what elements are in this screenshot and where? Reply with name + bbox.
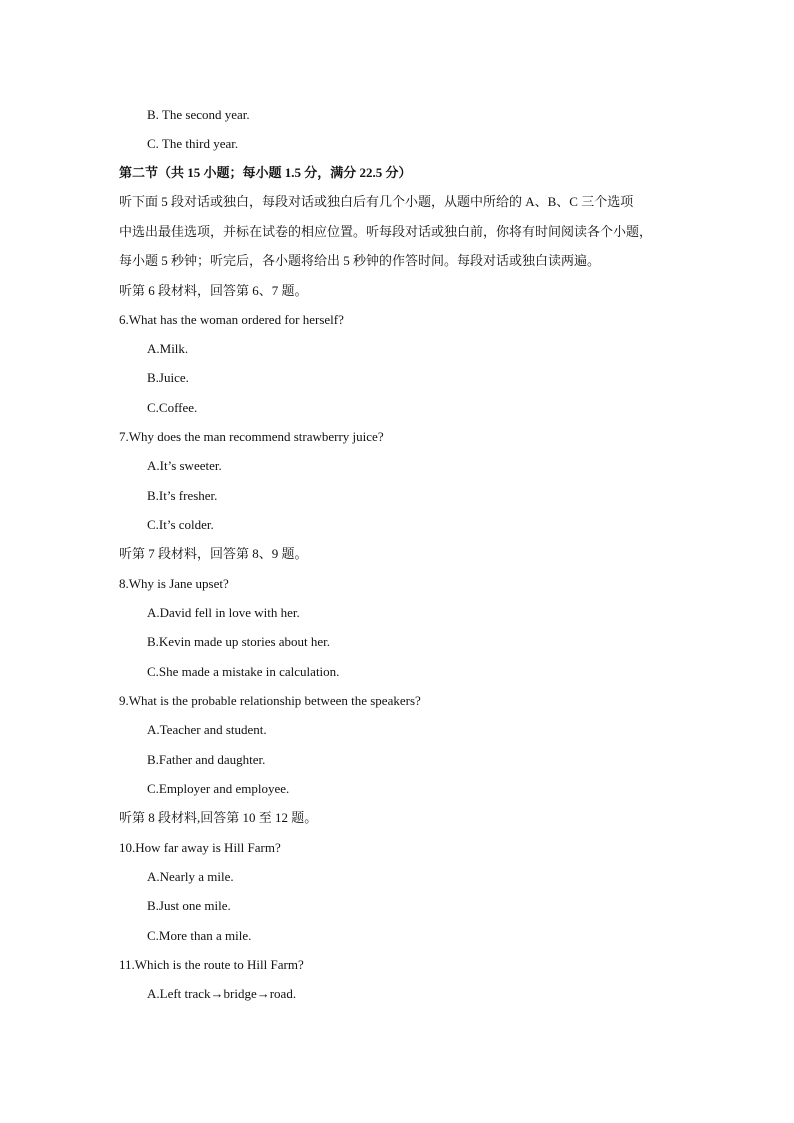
option-a-q10: A.Nearly a mile.	[147, 869, 234, 884]
option-c-q7: C.It’s colder.	[147, 517, 214, 532]
option-a-q9: A.Teacher and student.	[147, 722, 267, 737]
question-10: 10.How far away is Hill Farm?	[119, 840, 281, 855]
option-a-q6: A.Milk.	[147, 341, 189, 356]
question-7: 7.Why does the man recommend strawberry juice?	[119, 429, 384, 444]
option-a-q7: A.It’s sweeter.	[147, 458, 222, 473]
option-a-q11: A.Left track→bridge→road.	[147, 986, 297, 1001]
option-c-q5: C. The third year.	[147, 136, 239, 151]
option-c-q8: C.She made a mistake in calculation.	[147, 664, 340, 679]
option-b-q8: B.Kevin made up stories about her.	[147, 634, 331, 649]
instructions-line-3: 每小题 5 秒钟；听完后，各小题将给出 5 秒钟的作答时间。每段对话或独白读两遍。	[119, 253, 601, 268]
option-c-q6: C.Coffee.	[147, 400, 198, 415]
material-8-heading: 听第 8 段材料,回答第 10 至 12 题。	[119, 810, 318, 825]
question-8: 8.Why is Jane upset?	[119, 576, 229, 591]
section-heading: 第二节（共 15 小题；每小题 1.5 分，满分 22.5 分）	[119, 165, 412, 180]
material-6-heading: 听第 6 段材料，回答第 6、7 题。	[119, 283, 308, 298]
option-b-q5: B. The second year.	[147, 107, 250, 122]
option-c-q9: C.Employer and employee.	[147, 781, 290, 796]
instructions-line-2: 中选出最佳选项，并标在试卷的相应位置。听每段对话或独白前，你将有时间阅读各个小题，	[119, 224, 653, 239]
option-c-q10: C.More than a mile.	[147, 928, 252, 943]
question-9: 9.What is the probable relationship between the speakers?	[119, 693, 421, 708]
material-7-heading: 听第 7 段材料，回答第 8、9 题。	[119, 546, 308, 561]
option-b-q10: B.Just one mile.	[147, 898, 231, 913]
option-b-q7: B.It’s fresher.	[147, 488, 218, 503]
question-6: 6.What has the woman ordered for herself?	[119, 312, 344, 327]
option-a-q8: A.David fell in love with her.	[147, 605, 300, 620]
option-b-q9: B.Father and daughter.	[147, 752, 266, 767]
instructions-line-1: 听下面 5 段对话或独白，每段对话或独白后有几个小题，从题中所给的 A、B、C 三个选项	[119, 194, 634, 209]
option-b-q6: B.Juice.	[147, 370, 189, 385]
question-11: 11.Which is the route to Hill Farm?	[119, 957, 304, 972]
